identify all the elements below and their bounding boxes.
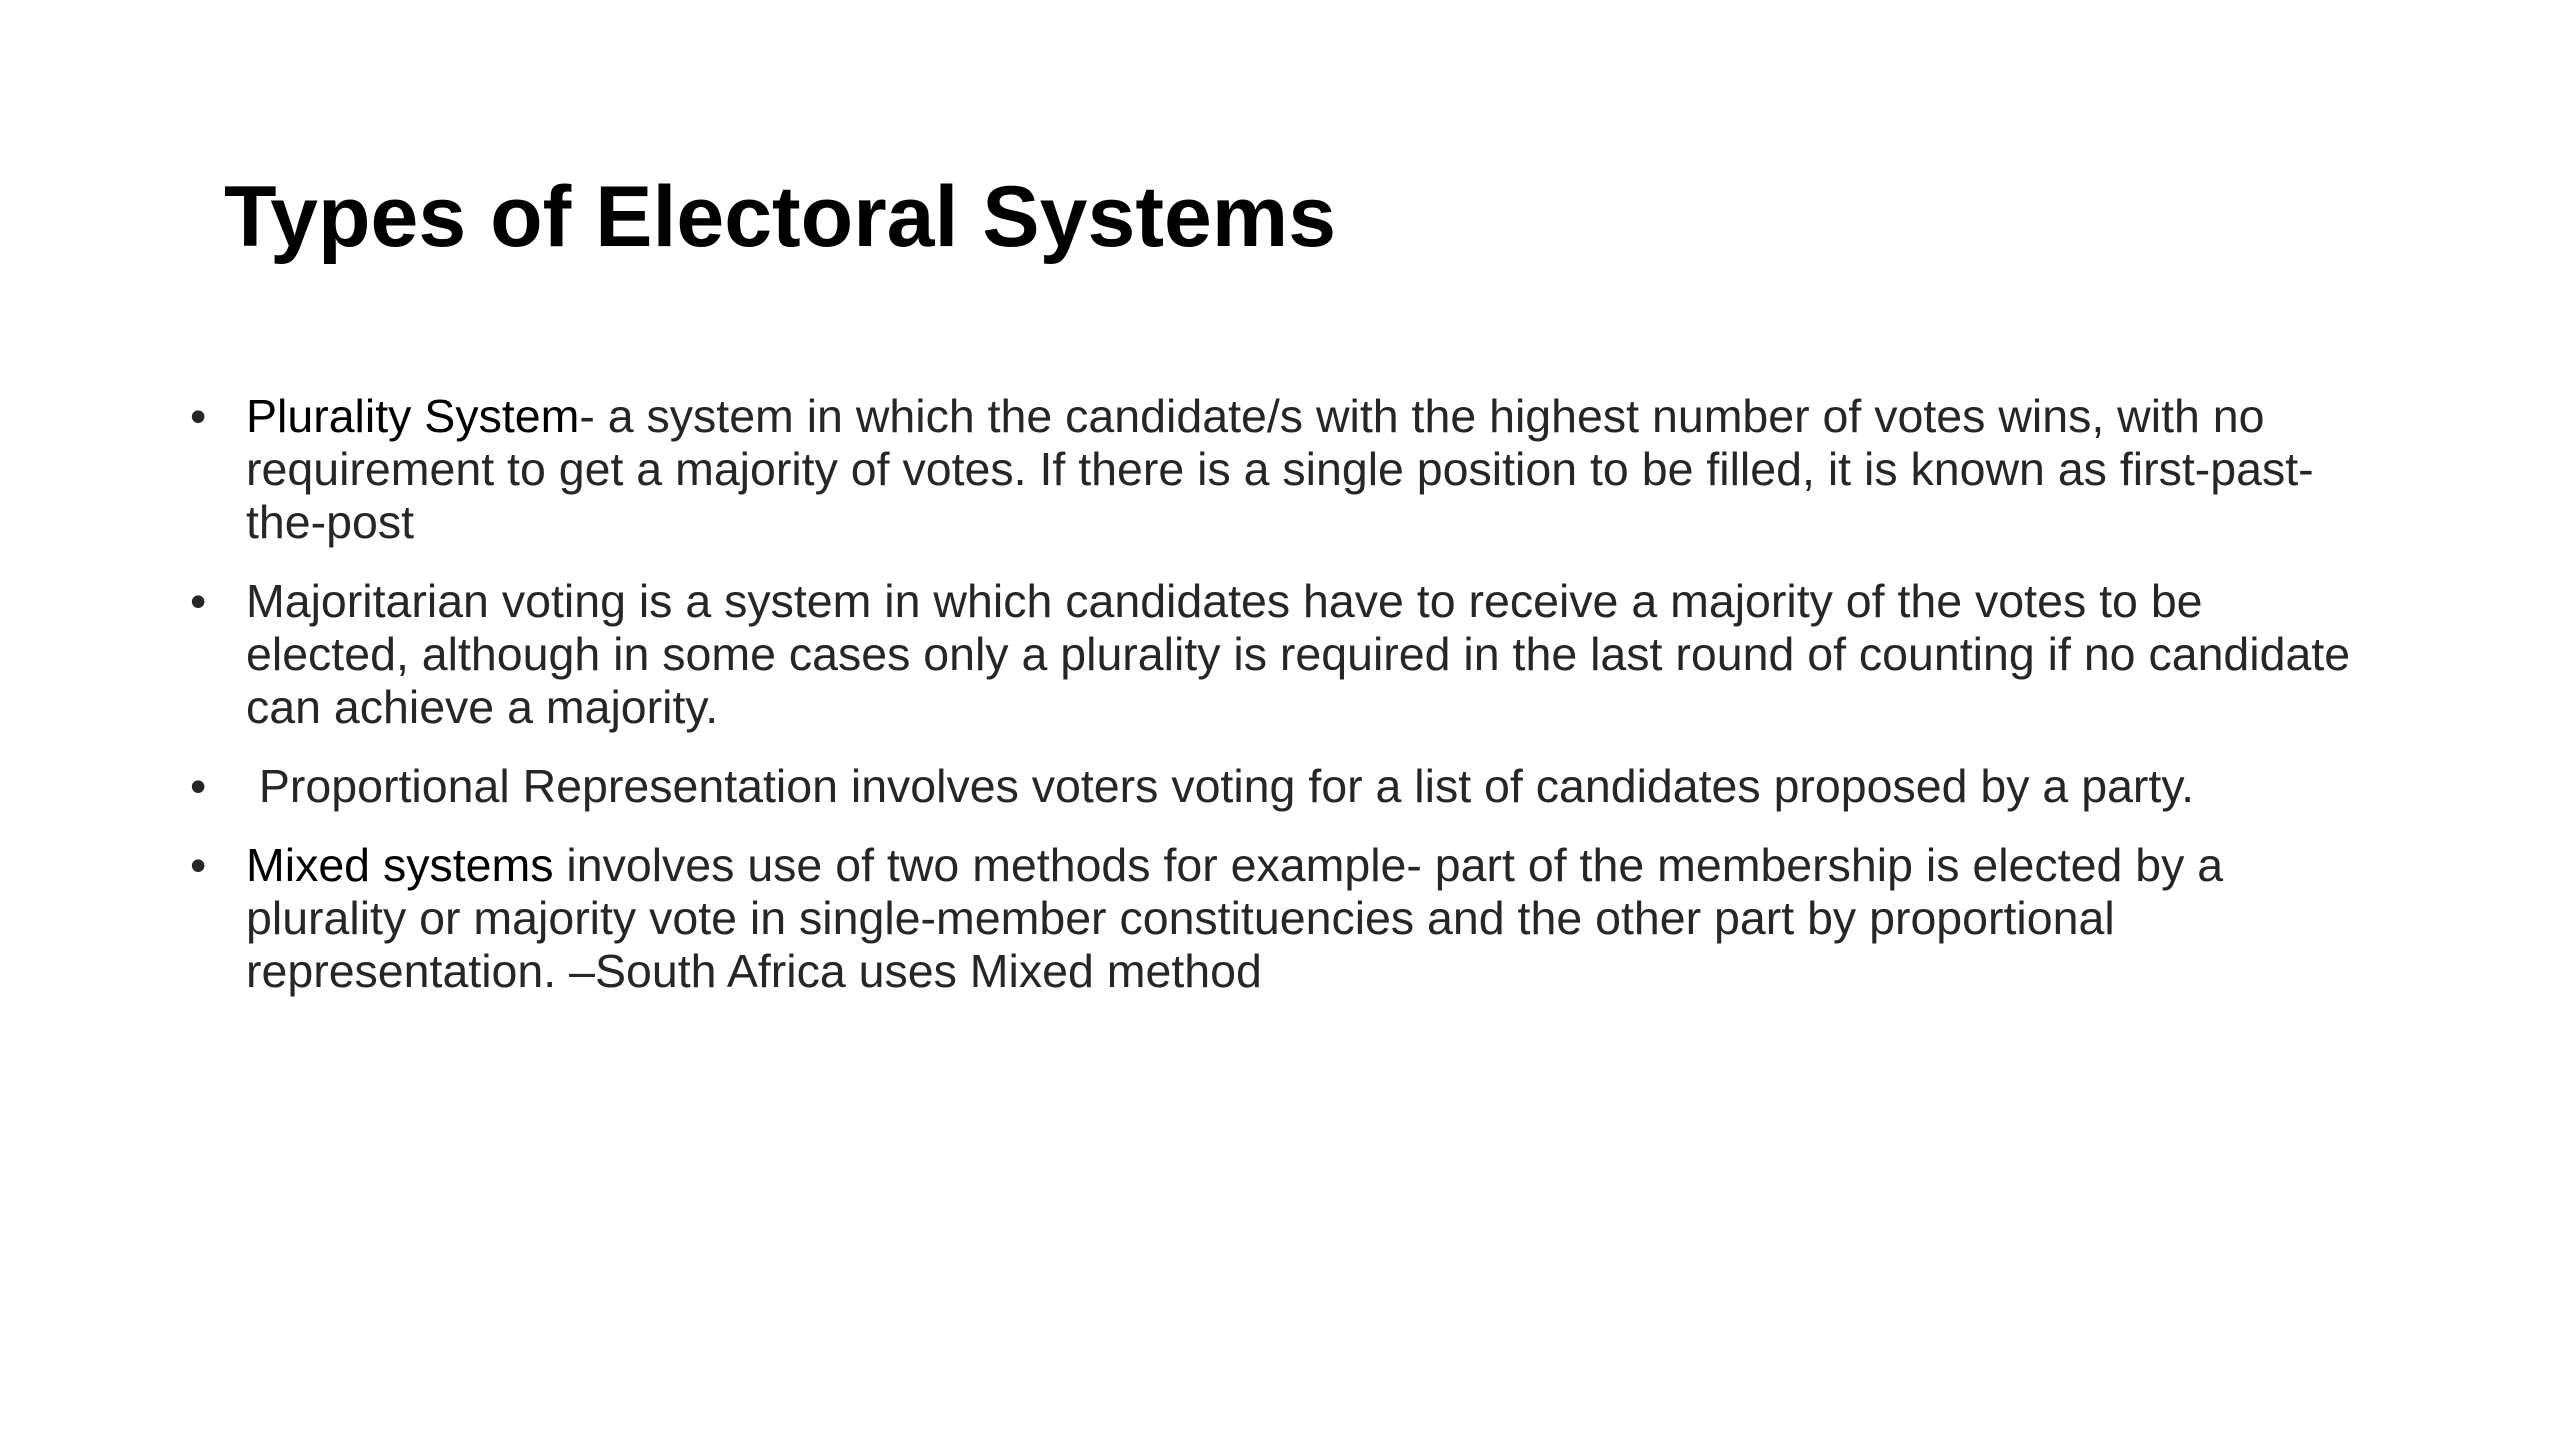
bullet-mixed-systems: [190, 839, 2370, 998]
bullet-text: - a system in which the candidate/s with the highest number of votes wins, with no requirement to get a majority of votes. If there is a single position to be filled, it is known as first-past-the-post: [246, 390, 2314, 548]
bullet-dot-icon: •: [190, 575, 207, 627]
bullet-term: Mixed systems: [246, 839, 554, 891]
bullet-term: Plurality System: [246, 390, 580, 442]
bullet-proportional-representation: [190, 760, 2370, 813]
slide-title: Types of Electoral Systems: [224, 169, 1337, 265]
bullet-plurality-system: [190, 390, 2370, 549]
bullet-dot-icon: •: [190, 760, 207, 812]
bullet-dot-icon: •: [190, 839, 207, 891]
bullet-majoritarian-voting: [190, 575, 2370, 734]
bullet-dot-icon: •: [190, 390, 207, 442]
bullet-text: Majoritarian voting is a system in which candidates have to receive a majority of the votes to be elected, although in some cases only a plurality is required in the last round of counting if no candidate can achieve a majority.: [246, 575, 2351, 733]
bullet-list: [190, 390, 2370, 1024]
bullet-text: involves use of two methods for example- part of the membership is elected by a plurality or majority vote in single-member constituencies and the other part by proportional representation. –South Africa uses Mixed method: [246, 839, 2224, 997]
bullet-text: Proportional Representation involves voters voting for a list of candidates proposed by a party.: [246, 760, 2195, 812]
